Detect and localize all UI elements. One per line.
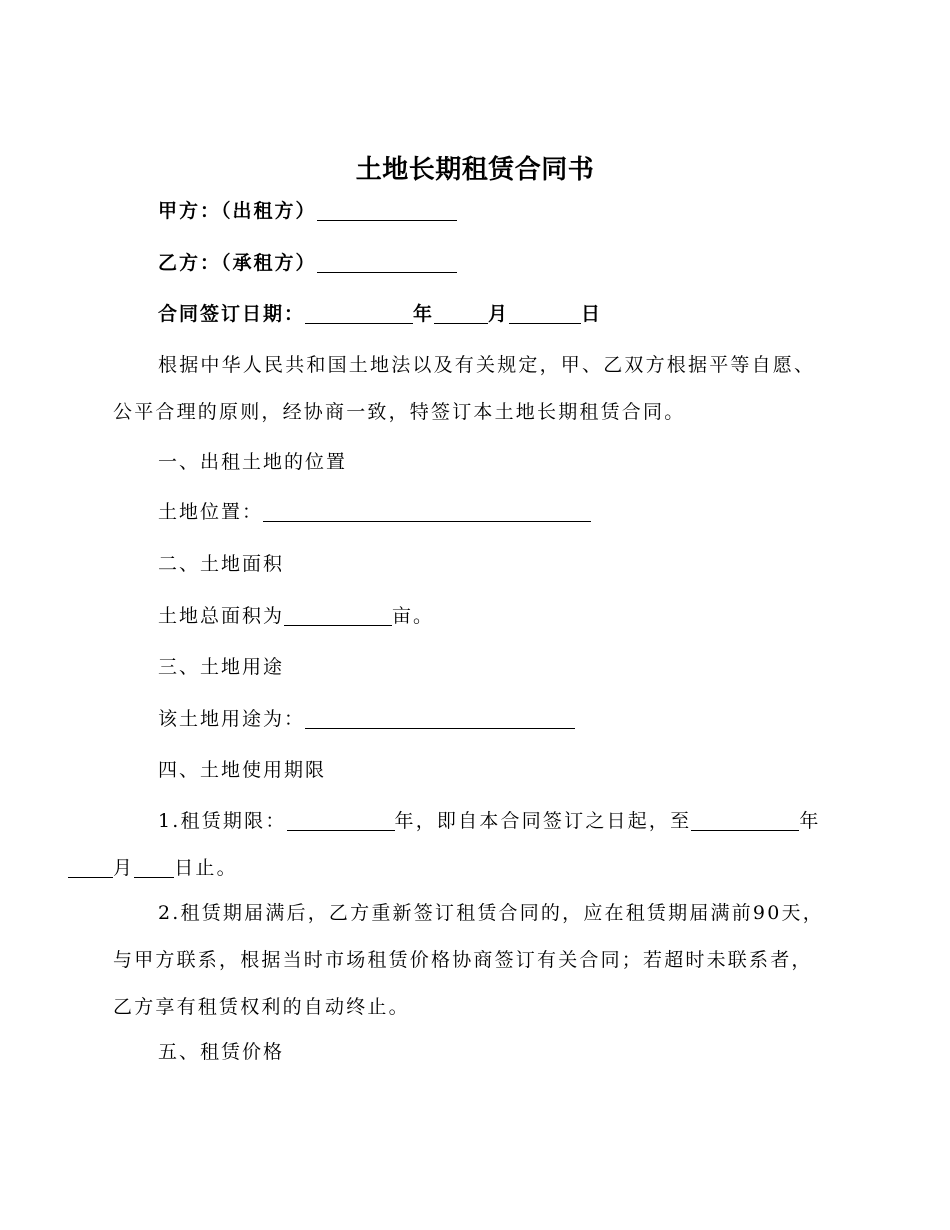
party-b-label: 乙方：（承租方） <box>158 252 317 274</box>
lease-end-month-blank[interactable] <box>68 857 113 878</box>
lease-term-mid: 年，即自本合同签订之日起，至 <box>394 810 692 832</box>
sign-year-blank[interactable] <box>305 303 413 324</box>
land-use-blank[interactable] <box>305 708 575 729</box>
land-location-line <box>158 499 591 525</box>
intro-paragraph: 根据中华人民共和国土地法以及有关规定，甲、乙双方根据平等自愿、公平合理的原则，经协商一致，特签订本土地长期租赁合同。 <box>113 354 816 423</box>
land-use-label: 该土地用途为： <box>158 708 306 730</box>
land-location-blank[interactable] <box>263 501 591 522</box>
lease-term-prefix: 1.租赁期限： <box>158 810 287 832</box>
sign-month-unit: 月 <box>488 303 510 325</box>
party-a-line <box>158 198 457 224</box>
sign-date-label: 合同签订日期： <box>158 303 306 325</box>
party-a-label: 甲方：（出租方） <box>158 200 317 222</box>
section1-heading: 一、出租土地的位置 <box>158 451 348 473</box>
sign-day-blank[interactable] <box>509 303 581 324</box>
land-area-blank[interactable] <box>284 605 392 626</box>
sign-year-unit: 年 <box>413 303 435 325</box>
party-b-blank[interactable] <box>317 252 457 273</box>
section3-heading: 三、土地用途 <box>158 656 285 678</box>
section5-heading: 五、租赁价格 <box>158 1041 285 1063</box>
section2-heading: 二、土地面积 <box>158 553 285 575</box>
land-location-label: 土地位置： <box>158 501 264 523</box>
lease-end-day-unit: 日止。 <box>174 857 238 879</box>
document-title: 土地长期租赁合同书 <box>355 155 595 185</box>
lease-end-day-blank[interactable] <box>134 857 174 878</box>
lease-term-paragraph <box>113 798 833 892</box>
land-area-prefix: 土地总面积为 <box>158 605 285 627</box>
lease-end-month-unit: 月 <box>113 857 135 879</box>
sign-day-unit: 日 <box>581 303 603 325</box>
sign-date-line <box>158 301 602 327</box>
land-area-suffix: 亩。 <box>392 605 435 627</box>
renewal-paragraph: 2.租赁期届满后，乙方重新签订租赁合同的，应在租赁期届满前90天，与甲方联系，根据当时市场租赁价格协商签订有关合同；若超时未联系者，乙方享有租赁权利的自动终止。 <box>113 902 824 1018</box>
section4-heading: 四、土地使用期限 <box>158 759 327 781</box>
sign-month-blank[interactable] <box>434 303 488 324</box>
lease-end-year-blank[interactable] <box>691 810 799 831</box>
party-b-line <box>158 250 457 276</box>
land-use-line <box>158 706 575 732</box>
lease-term-years-blank[interactable] <box>287 810 395 831</box>
party-a-blank[interactable] <box>317 200 457 221</box>
lease-end-year-unit: 年 <box>799 810 821 832</box>
land-area-line <box>158 603 434 629</box>
